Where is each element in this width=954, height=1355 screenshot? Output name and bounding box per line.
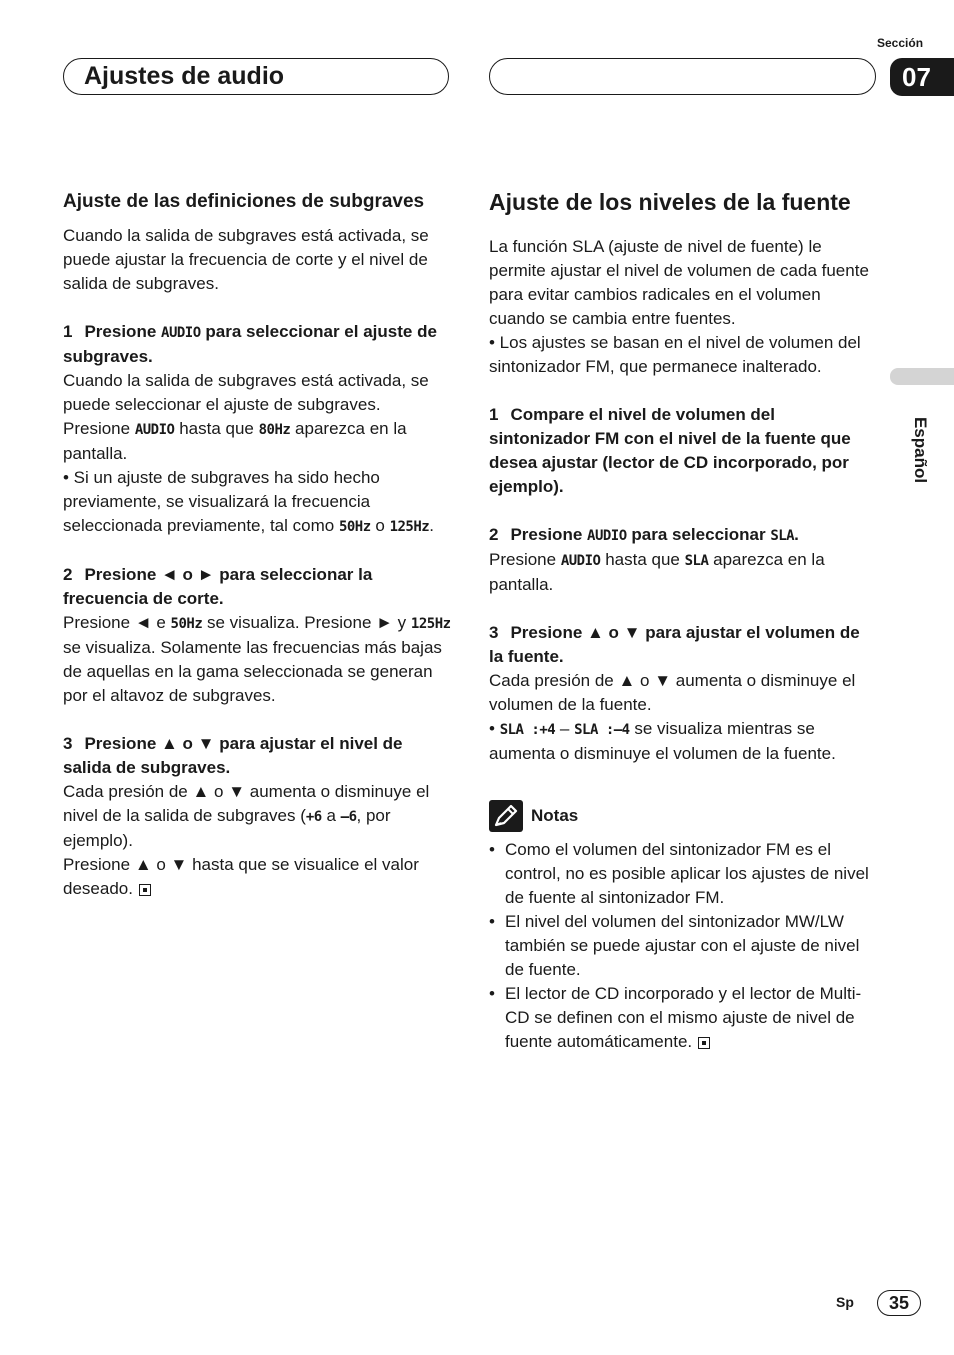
note-item: • El nivel del volumen del sintonizador MW/LW también se puede ajustar con el ajuste de nivel de fuente. bbox=[489, 910, 874, 982]
section-number-badge: 07 bbox=[890, 58, 954, 96]
left-step1-title: 1 Presione AUDIO para seleccionar el ajuste de subgraves. bbox=[63, 322, 437, 366]
footer-lang-code: Sp bbox=[836, 1294, 854, 1310]
right-step2-title: 2 Presione AUDIO para seleccionar SLA. bbox=[489, 525, 799, 544]
page-number: 35 bbox=[877, 1290, 921, 1316]
notes-title: Notas bbox=[531, 806, 579, 825]
header-empty-frame bbox=[489, 58, 876, 95]
page-title: Ajustes de audio bbox=[84, 62, 285, 90]
right-column bbox=[489, 187, 874, 1054]
note-item: • El lector de CD incorporado y el lector de Multi-CD se definen con el mismo ajuste de nivel de fuente automáticamente. bbox=[489, 982, 874, 1054]
left-heading: Ajuste de las definiciones de subgraves bbox=[63, 191, 425, 212]
left-step3-body2: Presione ▲ o ▼ hasta que se visualice el valor deseado. bbox=[63, 855, 419, 898]
side-language-label: Español bbox=[911, 416, 930, 484]
left-intro: Cuando la salida de subgraves está activada, se puede ajustar la frecuencia de corte y el nivel de salida de subgraves. bbox=[63, 226, 429, 293]
right-intro: La función SLA (ajuste de nivel de fuente) le permite ajustar el nivel de volumen de cada fuente para evitar cambios radicales en el volumen cuando se cambia entre fuentes. bbox=[489, 237, 869, 328]
end-mark-icon bbox=[698, 1037, 710, 1049]
note-item: • Como el volumen del sintonizador FM es el control, no es posible aplicar los ajustes de nivel de fuente al sintonizador FM. bbox=[489, 838, 874, 910]
left-step1-body1: Cuando la salida de subgraves está activada, se puede seleccionar el ajuste de subgraves. bbox=[63, 371, 429, 414]
right-step2-body: Presione AUDIO hasta que SLA aparezca en la pantalla. bbox=[489, 550, 825, 594]
notes-header bbox=[489, 800, 874, 832]
left-step2-body: Presione ◄ e 50Hz se visualiza. Presione ► y 125Hz se visualiza. Solamente las frecuencias más bajas de aquellas en la gama seleccionada se generan por el altavoz de subgraves. bbox=[63, 613, 451, 705]
section-label: Sección bbox=[877, 36, 924, 50]
left-step2-title: 2 Presione ◄ o ► para seleccionar la frecuencia de corte. bbox=[63, 565, 373, 608]
right-step3-title: 3 Presione ▲ o ▼ para ajustar el volumen de la fuente. bbox=[489, 623, 860, 666]
right-step1-title: 1 Compare el nivel de volumen del sintonizador FM con el nivel de la fuente que desea ajustar (lector de CD incorporado, por ejemplo). bbox=[489, 405, 851, 496]
notes-pencil-icon bbox=[489, 800, 523, 832]
right-step3-bullet: • SLA :+4 – SLA :–4 se visualiza mientras se aumenta o disminuye el volumen de la fuente. bbox=[489, 719, 836, 763]
left-step1-body2: Presione AUDIO hasta que 80Hz aparezca en la pantalla. bbox=[63, 419, 407, 463]
left-step1-body3: • Si un ajuste de subgraves ha sido hecho previamente, se visualizará la frecuencia seleccionada previamente, tal como 50Hz o 125Hz. bbox=[63, 468, 434, 535]
side-tab-marker bbox=[890, 368, 954, 385]
left-column bbox=[63, 189, 453, 901]
end-mark-icon bbox=[139, 884, 151, 896]
left-step3-body: Cada presión de ▲ o ▼ aumenta o disminuye el nivel de la salida de subgraves (+6 a –6, por ejemplo). bbox=[63, 782, 430, 850]
right-step3-body: Cada presión de ▲ o ▼ aumenta o disminuye el volumen de la fuente. bbox=[489, 671, 856, 714]
left-step3-title: 3 Presione ▲ o ▼ para ajustar el nivel de salida de subgraves. bbox=[63, 734, 403, 777]
right-heading: Ajuste de los niveles de la fuente bbox=[489, 189, 851, 215]
right-intro-bullet: • Los ajustes se basan en el nivel de volumen del sintonizador FM, que permanece inalterado. bbox=[489, 333, 861, 376]
notes-list bbox=[489, 838, 874, 1054]
